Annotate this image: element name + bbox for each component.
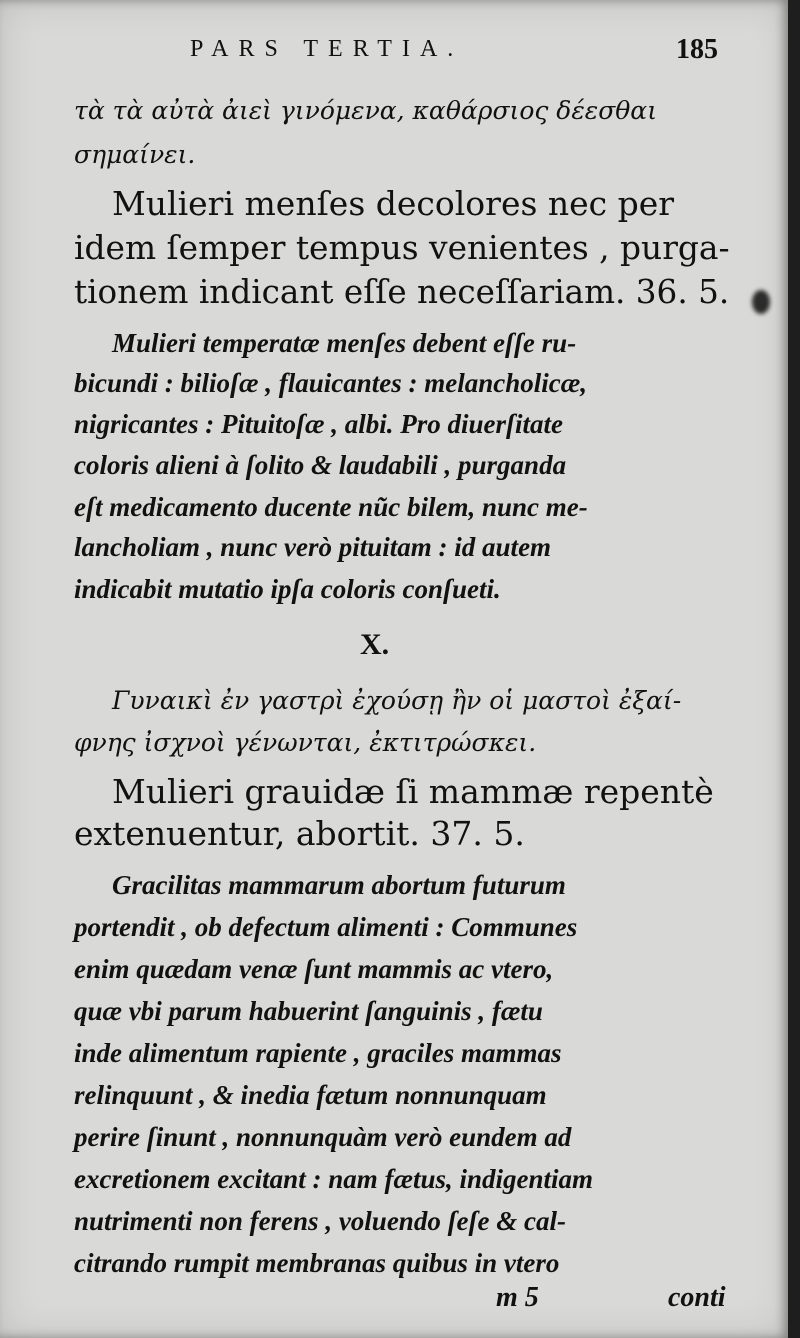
aphorism-line: extenuentur, abortit. 37. 5. [74, 814, 525, 853]
commentary-line: lancholiam , nunc verò pituitam : id autem [74, 532, 552, 562]
greek-line: σημαίνει. [74, 140, 196, 169]
signature-mark: m 5 [496, 1282, 539, 1313]
aphorism-line: Mulieri menſes decolores nec per [112, 184, 675, 223]
page-edge-shadow [788, 0, 800, 1338]
greek-line: Γυναικὶ ἐν γαστρὶ ἐχούσῃ ἢν οἱ μαστοὶ ἐξαί- [112, 686, 682, 715]
commentary-line: indicabit mutatio ipſa coloris conſueti. [74, 574, 501, 604]
commentary-line: nigricantes : Pituitoſæ , albi. Pro diuerſitate [74, 409, 564, 439]
aphorism-line: tionem indicant eſſe neceſſariam. 36. 5. [74, 272, 730, 311]
commentary-line: nutrimenti non ferens , voluendo ſeſe & cal- [74, 1206, 566, 1236]
commentary-line: inde alimentum rapiente , graciles mammas [74, 1038, 562, 1068]
commentary-line: relinquunt , & inedia fætum nonnunquam [74, 1080, 547, 1110]
aphorism-line: idem ſemper tempus venientes , purga- [74, 228, 730, 267]
commentary-line: coloris alieni à ſolito & laudabili , purganda [74, 450, 567, 480]
greek-line: τὰ τὰ αὐτὰ ἀιεὶ γινόμενα, καθάρσιος δέεσθαι [74, 96, 657, 125]
catchword: conti [668, 1282, 726, 1313]
commentary-line: eſt medicamento ducente nũc bilem, nunc me- [74, 492, 588, 522]
commentary-line: portendit , ob defectum alimenti : Communes [74, 912, 578, 942]
greek-line: φνης ἰσχνοὶ γένωνται, ἐκτιτρώσκει. [74, 728, 537, 757]
section-numeral: X. [360, 628, 390, 661]
aphorism-line: Mulieri grauidæ ſi mammæ repentè [112, 772, 714, 811]
ink-stain [752, 290, 770, 314]
commentary-line: enim quædam venæ ſunt mammis ac vtero, [74, 954, 554, 984]
commentary-line: citrando rumpit membranas quibus in vtero [74, 1248, 560, 1278]
commentary-line: Gracilitas mammarum abortum futurum [112, 870, 566, 900]
commentary-line: Mulieri temperatæ menſes debent eſſe ru- [112, 328, 577, 358]
page-number: 185 [676, 34, 718, 65]
running-title: PARS TERTIA. [190, 36, 464, 62]
commentary-line: quæ vbi parum habuerint ſanguinis , fætu [74, 996, 543, 1026]
commentary-line: bicundi : bilioſæ , flauicantes : melancholicæ, [74, 368, 587, 398]
commentary-line: perire ſinunt , nonnunquàm verò eundem ad [74, 1122, 572, 1152]
commentary-line: excretionem excitant : nam fætus, indigentiam [74, 1164, 593, 1194]
